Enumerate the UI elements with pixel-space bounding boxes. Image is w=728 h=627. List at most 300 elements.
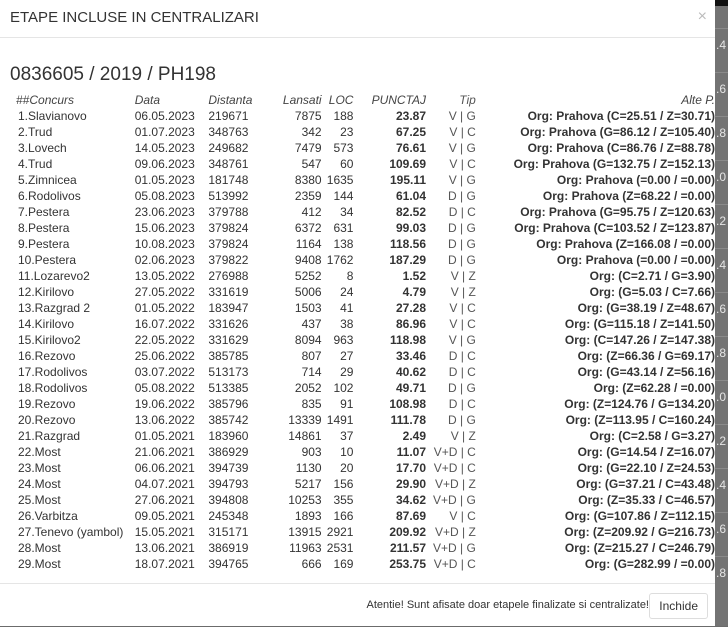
cell-punctaj: 67.25 xyxy=(395,125,427,139)
header-tip: Tip xyxy=(459,93,476,107)
background-tick-label: .6 xyxy=(716,302,727,316)
cell-loc: 29 xyxy=(340,365,354,379)
cell-concurs: 22.Most xyxy=(18,445,61,459)
background-tick-label: .6 xyxy=(716,522,727,536)
cell-lansati: 2052 xyxy=(294,381,322,395)
cell-loc: 1491 xyxy=(326,413,354,427)
cell-data: 15.05.2021 xyxy=(134,525,195,539)
cell-concurs: 27.Tenevo (yambol) xyxy=(18,525,124,539)
background-topbar xyxy=(715,0,728,6)
cell-alte: Org: (G=5.03 / C=7.66) xyxy=(589,285,715,299)
cell-loc: 27 xyxy=(340,349,354,363)
cell-punctaj: 187.29 xyxy=(389,253,427,267)
cell-alte: Org: Prahova (C=103.52 / Z=123.87) xyxy=(514,221,715,235)
cell-loc: 963 xyxy=(333,333,354,347)
cell-data: 13.06.2021 xyxy=(134,541,195,555)
background-gridline xyxy=(715,380,728,381)
background-gridline xyxy=(715,424,728,425)
table-row xyxy=(10,428,715,444)
background-gridline xyxy=(715,336,728,337)
table-row xyxy=(10,140,715,156)
cell-alte: Org: Prahova (C=25.51 / Z=30.71) xyxy=(527,109,715,123)
cell-punctaj: 4.79 xyxy=(402,285,427,299)
table-row xyxy=(10,332,715,348)
cell-data: 25.06.2022 xyxy=(134,349,195,363)
cell-alte: Org: (G=43.14 / Z=56.16) xyxy=(577,365,715,379)
table-row xyxy=(10,316,715,332)
cell-lansati: 666 xyxy=(301,557,322,571)
modal-footer xyxy=(0,583,715,627)
cell-loc: 2531 xyxy=(326,541,354,555)
cell-data: 13.06.2022 xyxy=(134,413,195,427)
cell-data: 13.05.2022 xyxy=(134,269,195,283)
cell-distanta: 386919 xyxy=(208,541,249,555)
cell-punctaj: 76.61 xyxy=(395,141,427,155)
cell-punctaj: 86.96 xyxy=(395,317,427,331)
background-tick-label: .2 xyxy=(716,434,727,448)
cell-lansati: 9408 xyxy=(294,253,322,267)
cell-punctaj: 11.07 xyxy=(396,445,427,459)
cell-concurs: 29.Most xyxy=(18,557,61,571)
cell-punctaj: 27.28 xyxy=(395,301,427,315)
cell-loc: 1635 xyxy=(326,173,354,187)
background-gridline xyxy=(715,512,728,513)
cell-loc: 91 xyxy=(340,397,354,411)
cell-loc: 138 xyxy=(333,237,354,251)
table-row xyxy=(10,172,715,188)
cell-punctaj: 87.69 xyxy=(395,509,427,523)
cell-tip: V | C xyxy=(449,157,476,171)
table-row xyxy=(10,188,715,204)
cell-distanta: 513992 xyxy=(208,189,249,203)
cell-lansati: 10253 xyxy=(288,493,322,507)
footer-warning: Atentie! Sunt afisate doar etapele finalizate si centralizate! xyxy=(366,599,649,611)
cell-distanta: 394739 xyxy=(208,461,249,475)
cell-concurs: 11.Lozarevo2 xyxy=(18,269,90,283)
cell-concurs: 14.Kirilovo xyxy=(18,317,75,331)
cell-distanta: 513173 xyxy=(208,365,249,379)
cell-alte: Org: Prahova (G=86.12 / Z=105.40) xyxy=(520,125,715,139)
cell-lansati: 2359 xyxy=(294,189,322,203)
cell-data: 27.06.2021 xyxy=(134,493,195,507)
cell-data: 18.07.2021 xyxy=(134,557,195,571)
cell-distanta: 394793 xyxy=(208,477,249,491)
cell-tip: V | C xyxy=(449,509,476,523)
cell-distanta: 219671 xyxy=(208,109,249,123)
cell-tip: V+D | G xyxy=(433,493,476,507)
cell-lansati: 8380 xyxy=(294,173,322,187)
cell-data: 06.06.2021 xyxy=(134,461,195,475)
cell-tip: V+D | Z xyxy=(435,477,476,491)
cell-concurs: 15.Kirilovo2 xyxy=(18,333,81,347)
results-table xyxy=(10,92,715,572)
cell-distanta: 385785 xyxy=(208,349,249,363)
cell-punctaj: 211.57 xyxy=(389,541,427,555)
background-gridline xyxy=(715,556,728,557)
cell-loc: 37 xyxy=(340,429,354,443)
cell-distanta: 385796 xyxy=(208,397,249,411)
table-row xyxy=(10,508,715,524)
table-row xyxy=(10,300,715,316)
cell-alte: Org: (G=38.19 / Z=48.67) xyxy=(577,301,715,315)
cell-alte: Org: (C=2.71 / G=3.90) xyxy=(589,269,715,283)
cell-punctaj: 209.92 xyxy=(389,525,427,539)
cell-alte: Org: Prahova (G=132.75 / Z=152.13) xyxy=(513,157,715,171)
cell-punctaj: 34.62 xyxy=(395,493,427,507)
cell-lansati: 412 xyxy=(301,205,322,219)
cell-tip: D | G xyxy=(448,221,476,235)
background-tick-label: .8 xyxy=(716,346,727,360)
cell-lansati: 13915 xyxy=(288,525,322,539)
table-row xyxy=(10,204,715,220)
cell-distanta: 379824 xyxy=(208,221,249,235)
cell-concurs: 3.Lovech xyxy=(18,141,67,155)
cell-alte: Org: Prahova (C=86.76 / Z=88.78) xyxy=(527,141,715,155)
cell-lansati: 5006 xyxy=(294,285,322,299)
cell-tip: V+D | C xyxy=(433,557,476,571)
header-punctaj: PUNCTAJ xyxy=(371,93,427,107)
header-lansati: Lansati xyxy=(282,93,322,107)
table-row xyxy=(10,156,715,172)
cell-data: 19.06.2022 xyxy=(134,397,195,411)
cell-loc: 631 xyxy=(333,221,354,235)
cell-tip: V | C xyxy=(449,317,476,331)
cell-concurs: 6.Rodolivos xyxy=(18,189,81,203)
cell-loc: 8 xyxy=(346,269,354,283)
cell-loc: 169 xyxy=(333,557,354,571)
cell-loc: 38 xyxy=(340,317,354,331)
cell-punctaj: 108.98 xyxy=(389,397,427,411)
table-row xyxy=(10,220,715,236)
cell-loc: 34 xyxy=(340,205,354,219)
table-row xyxy=(10,284,715,300)
cell-distanta: 385742 xyxy=(208,413,249,427)
cell-distanta: 249682 xyxy=(208,141,249,155)
background-gridline xyxy=(715,72,728,73)
header-distanta: Distanta xyxy=(208,93,253,107)
cell-concurs: 9.Pestera xyxy=(18,237,70,251)
cell-punctaj: 23.87 xyxy=(395,109,427,123)
cell-tip: D | C xyxy=(448,205,476,219)
cell-data: 05.08.2023 xyxy=(134,189,195,203)
cell-data: 02.06.2023 xyxy=(134,253,195,267)
cell-data: 21.06.2021 xyxy=(134,445,195,459)
cell-punctaj: 99.03 xyxy=(395,221,427,235)
cell-punctaj: 118.56 xyxy=(389,237,427,251)
cell-data: 09.05.2021 xyxy=(134,509,195,523)
cell-alte: Org: (Z=62.28 / =0.00) xyxy=(593,381,715,395)
cell-concurs: 12.Kirilovo xyxy=(18,285,75,299)
cell-distanta: 183947 xyxy=(208,301,249,315)
background-gridline xyxy=(715,116,728,117)
cell-concurs: 4.Trud xyxy=(18,157,53,171)
cell-concurs: 16.Rezovo xyxy=(18,349,76,363)
cell-alte: Org: (G=22.10 / Z=24.53) xyxy=(577,461,715,475)
cell-lansati: 1503 xyxy=(294,301,322,315)
cell-alte: Org: (Z=124.76 / G=134.20) xyxy=(564,397,715,411)
cell-alte: Org: (C=2.58 / G=3.27) xyxy=(589,429,715,443)
cell-concurs: 18.Rodolivos xyxy=(18,381,88,395)
cell-tip: V | G xyxy=(448,141,476,155)
cell-lansati: 7479 xyxy=(294,141,322,155)
cell-lansati: 5217 xyxy=(294,477,322,491)
cell-loc: 10 xyxy=(340,445,354,459)
cell-tip: V+D | C xyxy=(433,461,476,475)
background-gridline xyxy=(715,204,728,205)
cell-punctaj: 2.49 xyxy=(402,429,427,443)
cell-loc: 60 xyxy=(340,157,354,171)
cell-data: 01.05.2023 xyxy=(134,173,195,187)
cell-punctaj: 253.75 xyxy=(389,557,427,571)
cell-concurs: 23.Most xyxy=(18,461,61,475)
cell-lansati: 8094 xyxy=(294,333,322,347)
table-row xyxy=(10,364,715,380)
background-tick-label: .0 xyxy=(716,170,727,184)
cell-concurs: 8.Pestera xyxy=(18,221,70,235)
cell-alte: Org: (G=14.54 / Z=16.07) xyxy=(577,445,715,459)
table-row xyxy=(10,412,715,428)
cell-tip: D | C xyxy=(448,365,476,379)
cell-alte: Org: (G=282.99 / =0.00) xyxy=(584,557,715,571)
cell-tip: D | G xyxy=(448,413,476,427)
cell-data: 01.05.2022 xyxy=(134,301,195,315)
cell-concurs: 25.Most xyxy=(18,493,61,507)
cell-lansati: 5252 xyxy=(294,269,322,283)
cell-distanta: 379822 xyxy=(208,253,249,267)
cell-concurs: 21.Razgrad xyxy=(18,429,81,443)
table-row xyxy=(10,252,715,268)
table-header-row xyxy=(10,92,715,108)
cell-distanta: 394808 xyxy=(208,493,249,507)
cell-loc: 188 xyxy=(333,109,354,123)
background-tick-label: .8 xyxy=(716,126,727,140)
cell-tip: V | C xyxy=(449,301,476,315)
cell-tip: D | G xyxy=(448,189,476,203)
table-row xyxy=(10,236,715,252)
cell-lansati: 11963 xyxy=(289,541,322,555)
cell-tip: V | G xyxy=(448,109,476,123)
cell-lansati: 14861 xyxy=(288,429,322,443)
cell-tip: V | Z xyxy=(450,269,476,283)
cell-lansati: 342 xyxy=(301,125,322,139)
modal-title: ETAPE INCLUSE IN CENTRALIZARI xyxy=(10,9,259,26)
cell-punctaj: 109.69 xyxy=(389,157,427,171)
cell-tip: V+D | C xyxy=(433,445,476,459)
cell-loc: 1762 xyxy=(326,253,354,267)
close-icon[interactable]: × xyxy=(697,8,707,25)
cell-tip: D | G xyxy=(448,253,476,267)
cell-distanta: 331626 xyxy=(208,317,249,331)
background-tick-label: .2 xyxy=(716,214,727,228)
table-row xyxy=(10,124,715,140)
cell-lansati: 1130 xyxy=(295,461,322,475)
cell-punctaj: 111.78 xyxy=(390,413,427,427)
ring-identifier: 0836605 / 2019 / PH198 xyxy=(10,64,217,85)
cell-tip: D | G xyxy=(448,237,476,251)
cell-loc: 23 xyxy=(340,125,354,139)
background-gridline xyxy=(715,28,728,29)
cell-concurs: 24.Most xyxy=(18,477,61,491)
cell-loc: 102 xyxy=(333,381,354,395)
cell-punctaj: 118.98 xyxy=(389,333,427,347)
cell-loc: 41 xyxy=(340,301,354,315)
cell-concurs: 20.Rezovo xyxy=(18,413,76,427)
cell-loc: 156 xyxy=(333,477,354,491)
table-row xyxy=(10,524,715,540)
table-row xyxy=(10,108,715,124)
cell-distanta: 379788 xyxy=(208,205,249,219)
cell-tip: D | G xyxy=(448,381,476,395)
cell-concurs: 13.Razgrad 2 xyxy=(18,301,91,315)
cell-distanta: 331629 xyxy=(208,333,249,347)
cell-distanta: 276988 xyxy=(208,269,249,283)
cell-data: 16.07.2022 xyxy=(134,317,195,331)
cell-concurs: 5.Zimnicea xyxy=(18,173,77,187)
cell-concurs: 19.Rezovo xyxy=(18,397,76,411)
cell-lansati: 903 xyxy=(301,445,322,459)
cell-alte: Org: (Z=35.33 / C=46.57) xyxy=(578,493,715,507)
cell-distanta: 394765 xyxy=(208,557,249,571)
cell-loc: 144 xyxy=(333,189,354,203)
cell-lansati: 547 xyxy=(301,157,322,171)
cell-distanta: 183960 xyxy=(208,429,249,443)
cell-distanta: 315171 xyxy=(208,525,249,539)
cell-data: 15.06.2023 xyxy=(134,221,195,235)
cell-data: 23.06.2023 xyxy=(134,205,195,219)
cell-loc: 24 xyxy=(340,285,354,299)
modal-header xyxy=(0,0,715,38)
cell-lansati: 714 xyxy=(301,365,322,379)
background-tick-label: .8 xyxy=(716,566,727,580)
cell-data: 22.05.2022 xyxy=(134,333,195,347)
cell-data: 06.05.2023 xyxy=(134,109,195,123)
cell-distanta: 348763 xyxy=(208,125,249,139)
background-page xyxy=(715,0,728,626)
cell-distanta: 181748 xyxy=(208,173,249,187)
cell-concurs: 10.Pestera xyxy=(18,253,77,267)
cell-punctaj: 40.62 xyxy=(395,365,427,379)
cell-data: 01.07.2023 xyxy=(134,125,195,139)
cell-tip: V | C xyxy=(449,125,476,139)
cell-tip: V+D | Z xyxy=(435,525,476,539)
cell-punctaj: 61.04 xyxy=(395,189,427,203)
cell-lansati: 6372 xyxy=(294,221,322,235)
cell-alte: Org: (Z=113.95 / C=160.24) xyxy=(565,413,715,427)
table-row xyxy=(10,476,715,492)
cell-punctaj: 49.71 xyxy=(395,381,427,395)
cell-concurs: 26.Varbitza xyxy=(18,509,78,523)
table-row xyxy=(10,492,715,508)
cell-lansati: 7875 xyxy=(294,109,322,123)
cell-lansati: 13339 xyxy=(288,413,322,427)
table-row xyxy=(10,556,715,572)
cell-data: 04.07.2021 xyxy=(134,477,195,491)
cell-concurs: 17.Rodolivos xyxy=(18,365,88,379)
background-tick-label: .4 xyxy=(716,38,727,52)
cell-alte: Org: (G=107.86 / Z=112.15) xyxy=(564,509,715,523)
cell-data: 09.06.2023 xyxy=(134,157,195,171)
cell-alte: Org: (G=37.21 / C=43.48) xyxy=(576,477,715,491)
header-alte: Alte P. xyxy=(681,93,715,107)
cell-alte: Org: Prahova (=0.00 / =0.00) xyxy=(556,253,715,267)
table-row xyxy=(10,268,715,284)
background-gridline xyxy=(715,468,728,469)
cell-data: 14.05.2023 xyxy=(134,141,195,155)
background-tick-label: .4 xyxy=(716,258,727,272)
cell-loc: 20 xyxy=(340,461,354,475)
cell-punctaj: 17.70 xyxy=(395,461,427,475)
cell-loc: 573 xyxy=(333,141,354,155)
cell-data: 03.07.2022 xyxy=(134,365,195,379)
cell-tip: V | G xyxy=(448,173,476,187)
table-row xyxy=(10,396,715,412)
cell-data: 27.05.2022 xyxy=(134,285,195,299)
cell-alte: Org: (Z=215.27 / C=246.79) xyxy=(564,541,715,555)
background-tick-label: .4 xyxy=(716,478,727,492)
cell-tip: V+D | G xyxy=(433,541,476,555)
cell-lansati: 807 xyxy=(301,349,322,363)
cell-alte: Org: (C=147.26 / Z=147.38) xyxy=(564,333,715,347)
cell-tip: D | C xyxy=(448,397,476,411)
background-gridline xyxy=(715,292,728,293)
background-tick-label: .0 xyxy=(716,390,727,404)
header-loc: LOC xyxy=(328,93,354,107)
cell-lansati: 1893 xyxy=(294,509,322,523)
cell-distanta: 379824 xyxy=(208,237,249,251)
cell-distanta: 331619 xyxy=(208,285,249,299)
cell-concurs: 7.Pestera xyxy=(18,205,70,219)
cell-punctaj: 33.46 xyxy=(395,349,427,363)
background-gridline xyxy=(715,248,728,249)
background-tick-label: .6 xyxy=(716,82,727,96)
cell-data: 01.05.2021 xyxy=(134,429,195,443)
cell-loc: 355 xyxy=(333,493,354,507)
cell-data: 10.08.2023 xyxy=(134,237,195,251)
cell-tip: D | C xyxy=(448,349,476,363)
cell-punctaj: 82.52 xyxy=(395,205,427,219)
table-row xyxy=(10,540,715,556)
cell-data: 05.08.2022 xyxy=(134,381,195,395)
cell-concurs: 2.Trud xyxy=(18,125,53,139)
cell-tip: V | G xyxy=(448,333,476,347)
cell-alte: Org: (Z=66.36 / G=69.17) xyxy=(577,349,715,363)
close-button[interactable]: Inchide xyxy=(649,593,708,619)
cell-loc: 166 xyxy=(333,509,354,523)
header-data: Data xyxy=(134,93,161,107)
header-concurs: ##Concurs xyxy=(16,93,75,107)
cell-lansati: 1164 xyxy=(295,237,322,251)
cell-concurs: 1.Slavianovo xyxy=(18,109,87,123)
cell-distanta: 245348 xyxy=(208,509,249,523)
cell-punctaj: 195.11 xyxy=(389,173,427,187)
background-gridline xyxy=(715,160,728,161)
table-row xyxy=(10,460,715,476)
cell-alte: Org: Prahova (=0.00 / =0.00) xyxy=(556,173,715,187)
cell-concurs: 28.Most xyxy=(18,541,61,555)
cell-punctaj: 1.52 xyxy=(402,269,427,283)
cell-lansati: 835 xyxy=(301,397,322,411)
cell-tip: V | Z xyxy=(450,285,476,299)
cell-punctaj: 29.90 xyxy=(395,477,427,491)
table-row xyxy=(10,348,715,364)
cell-alte: Org: Prahova (Z=166.08 / =0.00) xyxy=(536,237,715,251)
table-row xyxy=(10,444,715,460)
cell-alte: Org: Prahova (G=95.75 / Z=120.63) xyxy=(520,205,715,219)
cell-loc: 2921 xyxy=(326,525,354,539)
cell-distanta: 386929 xyxy=(208,445,249,459)
cell-tip: V | Z xyxy=(450,429,476,443)
cell-lansati: 437 xyxy=(301,317,322,331)
